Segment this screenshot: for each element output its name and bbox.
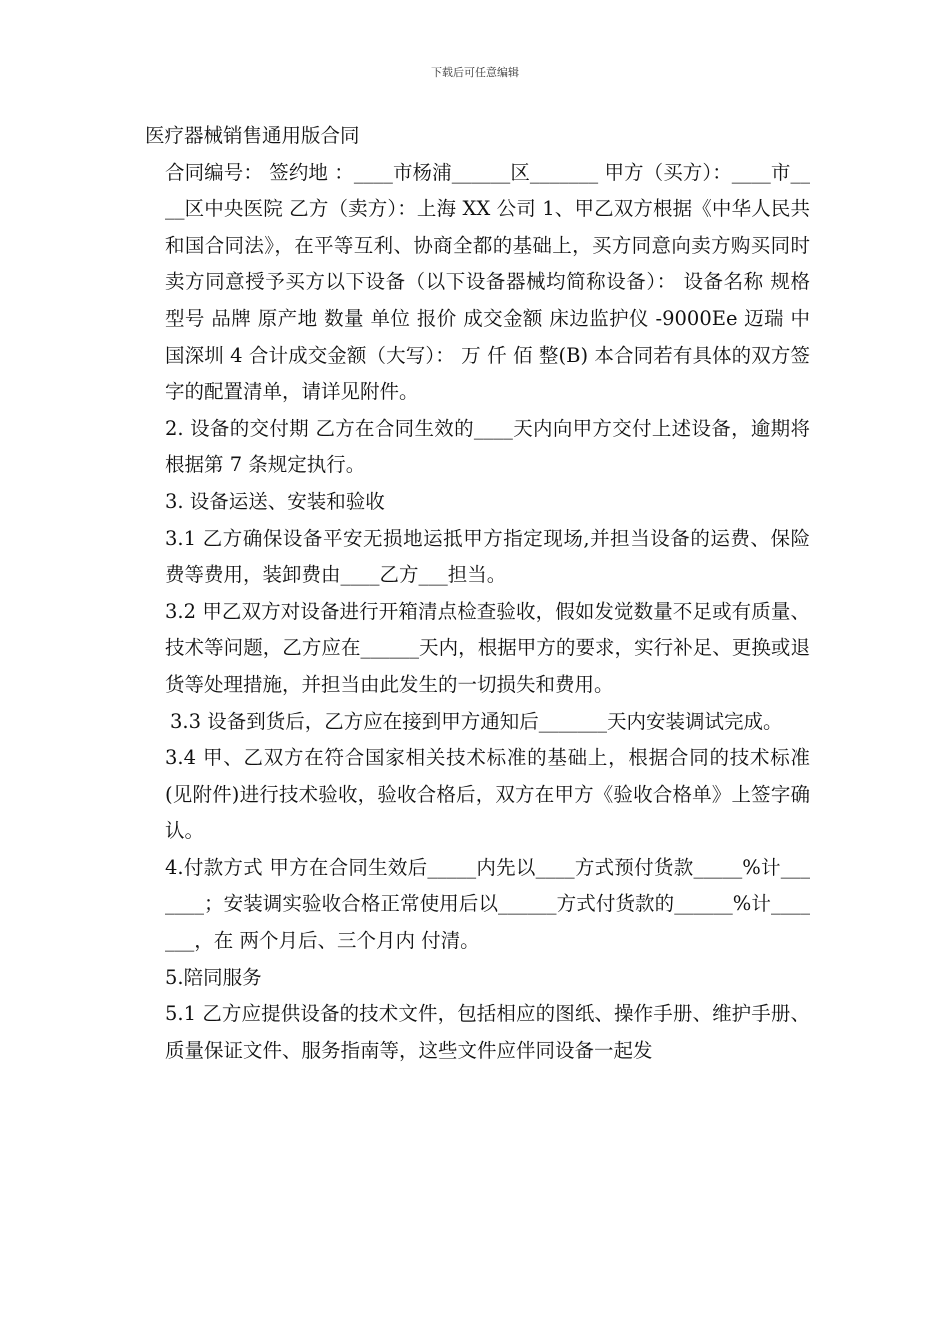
page-header: 下载后可任意编辑 bbox=[431, 66, 519, 79]
paragraph-3-1: 3.1 乙方确保设备平安无损地运抵甲方指定现场,并担当设备的运费、保险费等费用，装卸费由____乙方___担当。 bbox=[165, 526, 810, 587]
document-title: 医疗器械销售通用版合同 bbox=[145, 124, 360, 147]
paragraph-5-1: 5.1 乙方应提供设备的技术文件，包括相应的图纸、操作手册、维护手册、质量保证文件、服务指南等，这些文件应伴同设备一起发 bbox=[165, 1002, 810, 1062]
paragraph-3-4: 3.4 甲、乙双方在符合国家相关技术标准的基础上，根据合同的技术标准(见附件)进行技术验收，验收合格后，双方在甲方《验收合格单》上签字确认。 bbox=[165, 746, 810, 843]
paragraph-section-5: 5.陪同服务 bbox=[165, 965, 262, 989]
paragraph-delivery: 2. 设备的交付期 乙方在合同生效的____天内向甲方交付上述设备，逾期将根据第 7 条规定执行。 bbox=[165, 416, 810, 477]
paragraph-3-2: 3.2 甲乙双方对设备进行开箱清点检查验收，假如发觉数量不足或有质量、技术等问题，乙方应在______天内，根据甲方的要求，实行补足、更换或退货等处理措施，并担当由此发生的一切损失和费用。 bbox=[165, 599, 810, 696]
document-body bbox=[145, 118, 810, 1069]
paragraph-contract-intro: 合同编号： 签约地 ：____市杨浦______区_______ 甲方（买方）：____市____区中央医院 乙方（卖方）：上海 XX 公司 1、甲乙双方根据《中华人民共和国合同法》，在平等互利、协商全都的基础上，买方同意向卖方购买同时卖方同意授予买方以下设备（以下设备器械均简称设备）： 设备名称 规格型号 品牌 原产地 数量 单位 报价 成交金额 床边监护仪 -9000Ee 迈瑞 中国深圳 4 合计成交金额（大写）： 万 仟 佰 整(B) 本合同若有具体的双方签字的配置清单，请详见附件。 bbox=[165, 160, 810, 404]
paragraph-3-3: 3.3 设备到货后，乙方应在接到甲方通知后_______天内安装调试完成。 bbox=[170, 709, 783, 733]
paragraph-section-3: 3. 设备运送、安装和验收 bbox=[165, 489, 385, 513]
paragraph-payment: 4.付款方式 甲方在合同生效后_____内先以____方式预付货款_____%计_______；安装调实验收合格正常使用后以______方式付货款的______%计_______，在 两个月后、三个月内 付清。 bbox=[165, 855, 810, 953]
